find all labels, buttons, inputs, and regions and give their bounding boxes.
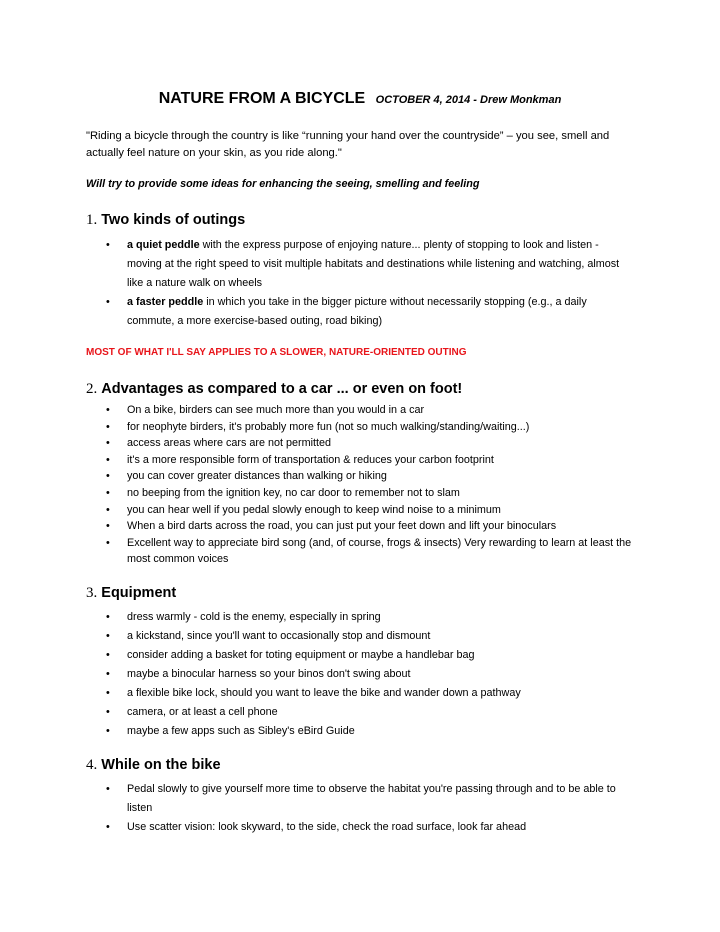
section-4-heading: 4. While on the bike xyxy=(86,757,221,773)
bullet-icon: • xyxy=(106,420,110,433)
list-item: • a flexible bike lock, should you want to leave the bike and wander down a pathway xyxy=(106,684,636,703)
intro-statement: Will try to provide some ideas for enhancing the seeing, smelling and feeling xyxy=(86,178,480,190)
section-1-list xyxy=(106,236,636,331)
bullet-icon: • xyxy=(106,453,110,466)
bullet-icon: • xyxy=(106,783,110,795)
bullet-icon: • xyxy=(106,437,110,450)
subtitle-date-author: OCTOBER 4, 2014 - Drew Monkman xyxy=(375,94,562,106)
list-item: • you can cover greater distances than walking or hiking xyxy=(106,468,636,485)
list-item: • a kickstand, since you'll want to occasionally stop and dismount xyxy=(106,627,636,646)
list-item: • maybe a binocular harness so your binos don't swing about xyxy=(106,665,636,684)
section-4-list xyxy=(106,780,636,837)
list-item: • you can hear well if you pedal slowly enough to keep wind noise to a minimum xyxy=(106,502,636,519)
bullet-icon: • xyxy=(106,821,110,833)
bullet-icon: • xyxy=(106,296,110,308)
list-item: • consider adding a basket for toting equipment or maybe a handlebar bag xyxy=(106,646,636,665)
list-item: • a faster peddle in which you take in the bigger picture without necessarily stopping (e.g., a daily commute, a more exercise-based outing, road biking) xyxy=(106,293,636,331)
bullet-icon: • xyxy=(106,486,110,499)
bullet-icon: • xyxy=(106,687,110,699)
bullet-icon: • xyxy=(106,239,110,251)
list-item: • no beeping from the ignition key, no car door to remember not to slam xyxy=(106,485,636,502)
bullet-icon: • xyxy=(106,630,110,642)
bullet-icon: • xyxy=(106,649,110,661)
list-item: • Excellent way to appreciate bird song (and, of course, frogs & insects) Very rewarding to learn at least the most common voices xyxy=(106,536,632,566)
bullet-icon: • xyxy=(106,706,110,718)
opening-quote: "Riding a bicycle through the country is like “running your hand over the countryside” – you see, smell and actually feel nature on your skin, as you ride along." xyxy=(86,130,610,159)
section-2-heading: 2. Advantages as compared to a car ... or even on foot! xyxy=(86,381,463,397)
bullet-icon: • xyxy=(106,503,110,516)
notice-red: MOST OF WHAT I'LL SAY APPLIES TO A SLOWER, NATURE-ORIENTED OUTING xyxy=(86,347,467,358)
bullet-icon: • xyxy=(106,520,110,533)
list-item: • for neophyte birders, it's probably more fun (not so much walking/standing/waiting...) xyxy=(106,419,636,436)
section-2-list xyxy=(106,402,636,568)
bullet-icon: • xyxy=(106,725,110,737)
section-1-heading: 1. Two kinds of outings xyxy=(86,212,246,228)
bullet-icon: • xyxy=(106,611,110,623)
list-item: • camera, or at least a cell phone xyxy=(106,703,636,722)
list-item: • maybe a few apps such as Sibley's eBird Guide xyxy=(106,722,636,741)
bullet-icon: • xyxy=(106,470,110,483)
bullet-icon: • xyxy=(106,668,110,680)
list-item: • On a bike, birders can see much more than you would in a car xyxy=(106,402,636,419)
list-item: • Pedal slowly to give yourself more time to observe the habitat you're passing through and to be able to listen xyxy=(106,780,636,818)
section-3-list xyxy=(106,608,636,741)
list-item: • it's a more responsible form of transportation & reduces your carbon footprint xyxy=(106,452,636,469)
title-text: NATURE FROM A BICYCLE xyxy=(158,90,366,107)
list-item: • access areas where cars are not permitted xyxy=(106,435,636,452)
list-item: • a quiet peddle with the express purpose of enjoying nature... plenty of stopping to look and listen - moving at the right speed to visit multiple habitats and destinations while listening and watching, almost like a nature walk on wheels xyxy=(106,236,636,293)
section-3-heading: 3. Equipment xyxy=(86,585,177,601)
list-item: • dress warmly - cold is the enemy, especially in spring xyxy=(106,608,636,627)
list-item: • When a bird darts across the road, you can just put your feet down and lift your binoculars xyxy=(106,518,636,535)
bullet-icon: • xyxy=(106,536,110,549)
list-item: • Use scatter vision: look skyward, to the side, check the road surface, look far ahead xyxy=(106,818,636,837)
bullet-icon: • xyxy=(106,404,110,416)
document-title xyxy=(0,90,720,108)
